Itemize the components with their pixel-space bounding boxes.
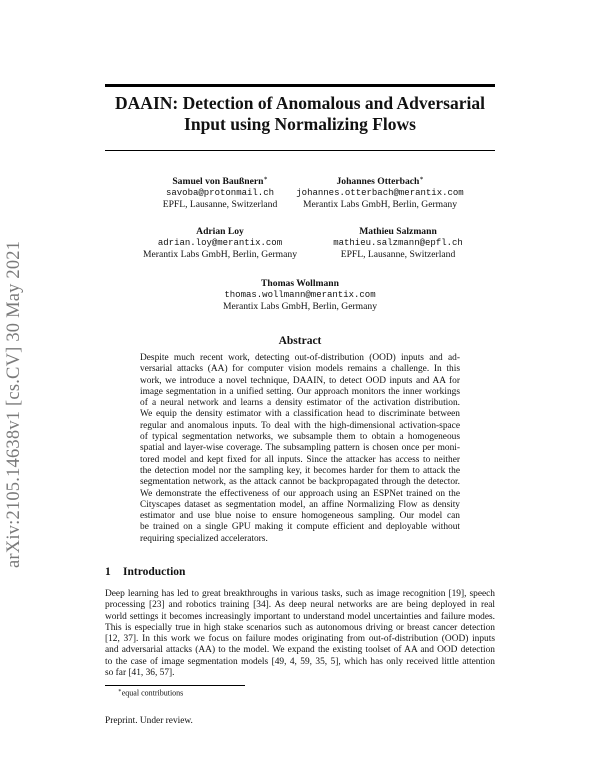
author-name: Adrian Loy (196, 226, 244, 237)
section-body (105, 589, 495, 679)
section-number: 1 (105, 566, 111, 578)
author-name: Mathieu Salzmann (359, 226, 437, 237)
body-line: [12, 37]. In this work we focus on failure modes originating from out-of-distribution (OOD) inputs (105, 634, 495, 645)
author-name: Johannes Otterbach∗ (336, 176, 424, 188)
title-rule-top (105, 84, 495, 87)
body-line: This is especially true in high stake scenarios such as autonomous driving or breast cancer detection (105, 622, 495, 633)
abstract-line: versarial attacks (AA) for computer vision models remains a challenge. In this (140, 364, 460, 375)
body-line: to the case of image segmentation models [49, 4, 59, 35, 5], which has only received little attention (105, 656, 495, 667)
author-block (260, 174, 500, 211)
abstract-line: of a neural network and learns a density estimator of the activation distribution. (140, 398, 460, 409)
author-name: Thomas Wollmann (261, 278, 339, 289)
body-line: and adversarial attacks (AA) to the model. We expand the existing toolset of AA and OOD detection (105, 645, 495, 656)
section-heading (105, 566, 185, 578)
author-email[interactable]: thomas.wollmann@merantix.com (224, 289, 376, 300)
author-email[interactable]: savoba@protonmail.ch (165, 187, 275, 198)
abstract-body (140, 353, 460, 545)
abstract-line: estimator and use blue noise to ensure homogeneous sampling. Our model can (140, 511, 460, 522)
title-line-2: Input using Normalizing Flows (184, 114, 416, 134)
footnote: ∗equal contributions (118, 688, 184, 698)
abstract-line: requiring specialized accelerators. (140, 533, 268, 544)
abstract-line: Cityscapes dataset as segmentation model, an affine Normalizing Flow as density (140, 499, 460, 510)
body-line: Deep learning has led to great breakthroughs in various tasks, such as image recognition [19], speech (105, 589, 495, 599)
author-email[interactable]: mathieu.salzmann@epfl.ch (333, 237, 463, 248)
author-affiliation: EPFL, Lausanne, Switzerland (162, 199, 278, 211)
author-affiliation: Merantix Labs GmbH, Berlin, Germany (143, 249, 297, 260)
abstract-line: We equip the density estimator with a classification head to discriminate between (140, 409, 460, 420)
author-block (278, 226, 518, 261)
preprint-notice: Preprint. Under review. (105, 716, 193, 726)
body-line: world settings it becomes increasingly important to understand model uncertainties and failure modes. (105, 611, 495, 622)
author-block (180, 278, 420, 313)
footnote-rule (105, 685, 245, 686)
abstract-line: of typical segmentation networks, we subsample them to obtain a homogeneous (140, 432, 460, 443)
abstract-line: tored model and kept fixed for all inputs. Since the attacker has access to neither (140, 454, 460, 465)
author-email[interactable]: johannes.otterbach@merantix.com (296, 187, 464, 198)
section-title: Introduction (123, 566, 186, 578)
abstract-heading: Abstract (278, 335, 322, 347)
author-affiliation: Merantix Labs GmbH, Berlin, Germany (303, 199, 457, 211)
author-affiliation: Merantix Labs GmbH, Berlin, Germany (223, 301, 377, 312)
abstract-line: be trained on a single GPU making it compute efficient and deployable without (140, 522, 460, 533)
author-name: Samuel von Baußnern∗ (172, 176, 268, 188)
abstract-line: the detection model nor the sampling key, it becomes harder for them to attack the (140, 465, 460, 476)
paper-title (100, 93, 500, 135)
abstract-line: segmentation network, as the attack cannot be backpropagated through the detector. (140, 477, 460, 488)
author-email[interactable]: adrian.loy@merantix.com (157, 237, 283, 248)
abstract-line: image segmentation in a unified setting. Our approach monitors the inner workings (140, 386, 460, 397)
title-rule-bottom (105, 150, 495, 151)
body-line: so far [41, 36, 57]. (105, 668, 175, 679)
abstract-line: spatial and layer-wise coverage. The subsampling pattern is chosen once per moni- (140, 443, 460, 454)
abstract-line: regular and anomalous inputs. To deal with the high-dimensional activation-space (140, 420, 460, 431)
title-line-1: DAAIN: Detection of Anomalous and Adversarial (115, 93, 485, 113)
abstract-line: work, we introduce a novel technique, DAAIN, to detect OOD inputs and AA for (140, 375, 460, 386)
body-line: processing [23] and robotics training [34]. As deep neural networks are are being deployed in real (105, 600, 495, 611)
abstract-line: We demonstrate the effectiveness of our approach using an ESPNet trained on the (140, 488, 460, 499)
author-affiliation: EPFL, Lausanne, Switzerland (340, 249, 456, 260)
abstract-line: Despite much recent work, detecting out-of-distribution (OOD) inputs and ad- (140, 353, 460, 363)
arxiv-identifier: arXiv:2105.14638v1 [cs.CV] 30 May 2021 (4, 240, 24, 568)
